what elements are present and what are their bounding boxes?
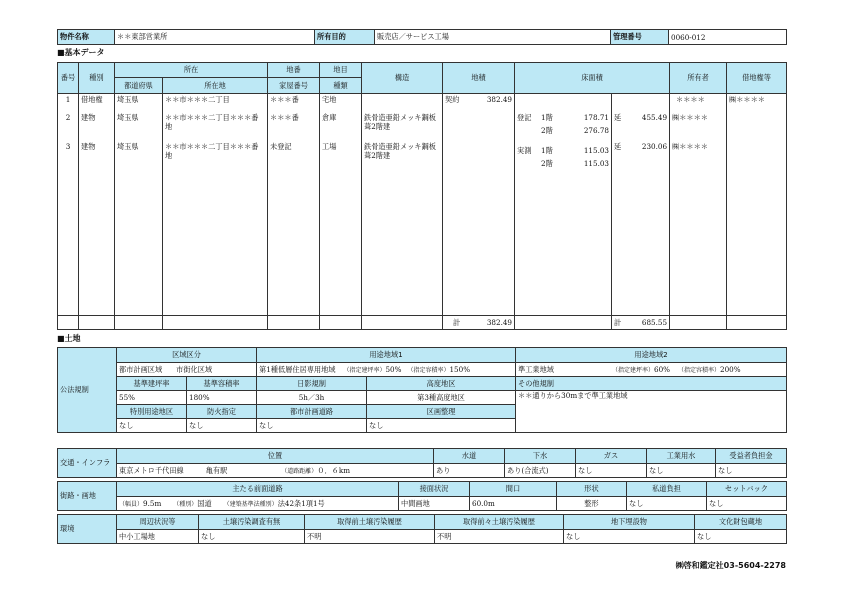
use2-label: 用途地域2 bbox=[516, 348, 787, 363]
row-owner: ㈱＊＊＊＊ bbox=[672, 113, 708, 122]
bsl: 法42条1項1号 bbox=[277, 498, 325, 508]
col-house-no: 家屋番号 bbox=[268, 78, 320, 94]
cell-pref bbox=[115, 94, 163, 316]
area-label: 契約 bbox=[445, 95, 460, 104]
floor-value: 178.71 bbox=[583, 113, 610, 122]
col-structure: 構造 bbox=[362, 63, 443, 94]
col-floor-area: 床面積 bbox=[515, 63, 670, 94]
dist-label: （道路距離） bbox=[281, 467, 318, 475]
use2-far: 200% bbox=[720, 364, 741, 374]
env-label: 環境 bbox=[58, 515, 117, 544]
bsl-label: （建築基準法種別） bbox=[223, 500, 278, 508]
header-table bbox=[57, 29, 787, 45]
special: なし bbox=[117, 419, 187, 433]
land-section-title: ■土地 bbox=[57, 334, 81, 343]
shape: 整形 bbox=[557, 497, 627, 511]
row-address: ＊＊市＊＊＊二丁目＊＊＊番地 bbox=[165, 142, 259, 160]
other: ＊＊通りから30mまで準工業地域 bbox=[516, 391, 787, 433]
property-name-label: 物件名称 bbox=[58, 30, 115, 45]
cell-land-area bbox=[443, 94, 515, 316]
col-address: 所在地 bbox=[163, 78, 268, 94]
use1-far: 150% bbox=[449, 364, 471, 374]
row-structure: 鉄骨造亜鉛メッキ鋼板葺2階建 bbox=[364, 113, 436, 131]
station: 亀有駅 bbox=[205, 465, 228, 475]
underground: なし bbox=[564, 530, 695, 544]
basic-body bbox=[58, 94, 787, 316]
basic-section-title: ■基本データ bbox=[57, 48, 105, 57]
soil-prev2: 不明 bbox=[435, 530, 564, 544]
total-value: 455.49 bbox=[641, 113, 668, 122]
row-owner: ＊＊＊＊ bbox=[676, 95, 705, 104]
cell-owner bbox=[670, 94, 727, 316]
width: 9.5m bbox=[143, 498, 162, 508]
purpose-label: 所有目的 bbox=[315, 30, 375, 45]
use2-bc-label: （指定建坪率） bbox=[612, 366, 655, 374]
height: 第3種高度地区 bbox=[367, 391, 516, 405]
mgmt-no: 0060-012 bbox=[669, 30, 787, 45]
row-type: 建物 bbox=[81, 142, 96, 151]
floor-value: 115.03 bbox=[583, 159, 610, 168]
row-pref: 埼玉県 bbox=[117, 95, 139, 104]
col-owner: 所有者 bbox=[670, 63, 727, 94]
col-prefecture: 都道府県 bbox=[115, 78, 163, 94]
floor-name: 2階 bbox=[541, 126, 553, 135]
front-road-label: 主たる前面道路 bbox=[117, 482, 399, 497]
frontage-label: 間口 bbox=[470, 482, 557, 497]
mgmt-no-label: 管理番号 bbox=[611, 30, 669, 45]
row-no: 3 bbox=[65, 142, 71, 151]
line: 東京メトロ千代田線 bbox=[119, 465, 184, 475]
dist: ０．６km bbox=[317, 465, 351, 475]
water: あり bbox=[434, 464, 505, 478]
shape-label: 形状 bbox=[557, 482, 627, 497]
row-structure bbox=[364, 94, 440, 113]
use1-far-label: （指定容積率） bbox=[407, 366, 450, 374]
soil-prev-label: 取得前土壌汚染履歴 bbox=[305, 515, 435, 530]
underground-label: 地下埋設物 bbox=[564, 515, 695, 530]
col-kind: 種類 bbox=[320, 78, 362, 94]
row-type: 建物 bbox=[81, 113, 96, 122]
zoning-table bbox=[57, 347, 787, 433]
indwater: なし bbox=[647, 464, 716, 478]
cell-no bbox=[58, 94, 79, 316]
cell-type bbox=[79, 94, 115, 316]
row-pref: 埼玉県 bbox=[117, 142, 139, 151]
cell-floor-total bbox=[612, 94, 670, 316]
row-no: 1 bbox=[65, 95, 71, 104]
frontage: 60.0m bbox=[470, 497, 557, 511]
row-lot: ＊＊＊番 bbox=[270, 113, 299, 122]
shadow-label: 日影規制 bbox=[257, 377, 367, 391]
col-type: 種別 bbox=[79, 63, 115, 94]
street-table bbox=[57, 481, 787, 511]
cell-lease bbox=[727, 94, 787, 316]
floor-label: 登記 bbox=[517, 113, 532, 122]
basic-sum-row bbox=[58, 316, 787, 330]
row-lot: 未登記 bbox=[270, 142, 292, 151]
benefit: なし bbox=[716, 464, 787, 478]
private-road: なし bbox=[627, 497, 707, 511]
cell-cat bbox=[320, 94, 362, 316]
floor-value: 115.03 bbox=[583, 146, 610, 155]
soil-prev: 不明 bbox=[305, 530, 435, 544]
sum-floor-label: 計 bbox=[614, 317, 622, 327]
road-plan: なし bbox=[257, 419, 367, 433]
area-value: 382.49 bbox=[486, 95, 513, 104]
row-type: 借地権 bbox=[81, 95, 103, 104]
col-leasehold: 借地権等 bbox=[727, 63, 787, 94]
row-pref: 埼玉県 bbox=[117, 113, 139, 122]
gas: なし bbox=[576, 464, 647, 478]
cultural: なし bbox=[695, 530, 787, 544]
row-cat: 宅地 bbox=[322, 95, 337, 104]
transport-table bbox=[57, 448, 787, 478]
cell-address bbox=[163, 94, 268, 316]
cultural-label: 文化財包蔵地 bbox=[695, 515, 787, 530]
floor-name: 1階 bbox=[541, 113, 553, 122]
far: 180% bbox=[187, 391, 257, 405]
floor-name: 2階 bbox=[541, 159, 553, 168]
env-table bbox=[57, 514, 787, 544]
floor-value: 276.78 bbox=[583, 126, 610, 135]
col-land-cat: 地目 bbox=[320, 63, 362, 78]
row-address: ＊＊市＊＊＊二丁目＊＊＊番地 bbox=[165, 113, 259, 131]
floor-label: 実測 bbox=[517, 146, 532, 155]
setback: なし bbox=[707, 497, 787, 511]
cell-structure bbox=[362, 94, 443, 316]
surround: 中小工場地 bbox=[117, 530, 199, 544]
use2-bc: 60% bbox=[654, 364, 670, 374]
contact: 中間画地 bbox=[399, 497, 470, 511]
use1-label: 用途地域1 bbox=[257, 348, 516, 363]
other-label: その他規制 bbox=[516, 377, 787, 391]
sum-land-label: 計 bbox=[453, 317, 461, 327]
position-label: 位置 bbox=[117, 449, 434, 464]
sum-land: 382.49 bbox=[486, 317, 513, 327]
indwater-label: 工業用水 bbox=[647, 449, 716, 464]
private-road-label: 私道負担 bbox=[627, 482, 707, 497]
row-structure: 鉄骨造亜鉛メッキ鋼板葺2階建 bbox=[364, 142, 436, 160]
benefit-label: 受益者負担金 bbox=[716, 449, 787, 464]
use1-bc: 50% bbox=[385, 364, 402, 374]
setback-label: セットバック bbox=[707, 482, 787, 497]
cell-lot bbox=[268, 94, 320, 316]
fire-label: 防火指定 bbox=[187, 405, 257, 419]
use1: 第1種低層住居専用地域 bbox=[259, 364, 336, 374]
special-label: 特別用途地区 bbox=[117, 405, 187, 419]
use2: 準工業地域 bbox=[518, 364, 554, 374]
bc: 55% bbox=[117, 391, 187, 405]
use2-far-label: （指定容積率） bbox=[678, 366, 721, 374]
soil-survey: なし bbox=[199, 530, 305, 544]
water-label: 水道 bbox=[434, 449, 505, 464]
street-label: 街路・画地 bbox=[58, 482, 117, 511]
cell-floor bbox=[515, 94, 612, 316]
area-div-label: 区域区分 bbox=[117, 348, 257, 363]
road-type-label: （種別） bbox=[173, 500, 198, 508]
row-cat: 倉庫 bbox=[322, 113, 337, 122]
footer-company: ㈱啓和鑑定社03-5604-2278 bbox=[675, 561, 786, 570]
transport-label: 交通・インフラ bbox=[58, 449, 117, 478]
total-label: 延 bbox=[614, 113, 622, 122]
row-lease: ㈱＊＊＊＊ bbox=[729, 95, 765, 104]
gas-label: ガス bbox=[576, 449, 647, 464]
width-label: （幅員） bbox=[119, 500, 144, 508]
sum-floor: 685.55 bbox=[641, 317, 668, 327]
col-location: 所在 bbox=[115, 63, 268, 78]
road-type: 国道 bbox=[197, 498, 212, 508]
row-lot: ＊＊＊番 bbox=[270, 95, 299, 104]
total-value: 230.06 bbox=[641, 142, 668, 151]
basic-data-table bbox=[57, 62, 787, 330]
sewer: あり(合流式) bbox=[505, 464, 576, 478]
row-no: 2 bbox=[65, 113, 71, 122]
floor-name: 1階 bbox=[541, 146, 553, 155]
fire: なし bbox=[187, 419, 257, 433]
surround-label: 周辺状況等 bbox=[117, 515, 199, 530]
purpose: 販売店／サービス工場 bbox=[375, 30, 611, 45]
bc-label: 基準建坪率 bbox=[117, 377, 187, 391]
shadow: 5h／3h bbox=[257, 391, 367, 405]
row-owner: ㈱＊＊＊＊ bbox=[672, 142, 708, 151]
col-lot-no: 地番 bbox=[268, 63, 320, 78]
far-label: 基準容積率 bbox=[187, 377, 257, 391]
total-label: 延 bbox=[614, 142, 622, 151]
soil-prev2-label: 取得前々土壌汚染履歴 bbox=[435, 515, 564, 530]
use1-bc-label: （指定建坪率） bbox=[343, 366, 386, 374]
sewer-label: 下水 bbox=[505, 449, 576, 464]
row-cat: 工場 bbox=[322, 142, 337, 151]
readj: なし bbox=[367, 419, 516, 433]
road-plan-label: 都市計画道路 bbox=[257, 405, 367, 419]
col-no: 番号 bbox=[58, 63, 79, 94]
property-name: ＊＊東部営業所 bbox=[115, 30, 315, 45]
area-div-1: 都市計画区域 bbox=[119, 364, 163, 374]
contact-label: 接面状況 bbox=[399, 482, 470, 497]
col-land-area: 地積 bbox=[443, 63, 515, 94]
soil-survey-label: 土壌汚染調査有無 bbox=[199, 515, 305, 530]
readj-label: 区画整理 bbox=[367, 405, 516, 419]
height-label: 高度地区 bbox=[367, 377, 516, 391]
zoning-label: 公法規制 bbox=[58, 348, 117, 433]
area-div-2: 市街化区域 bbox=[176, 364, 213, 374]
row-address: ＊＊市＊＊＊二丁目 bbox=[165, 95, 230, 104]
